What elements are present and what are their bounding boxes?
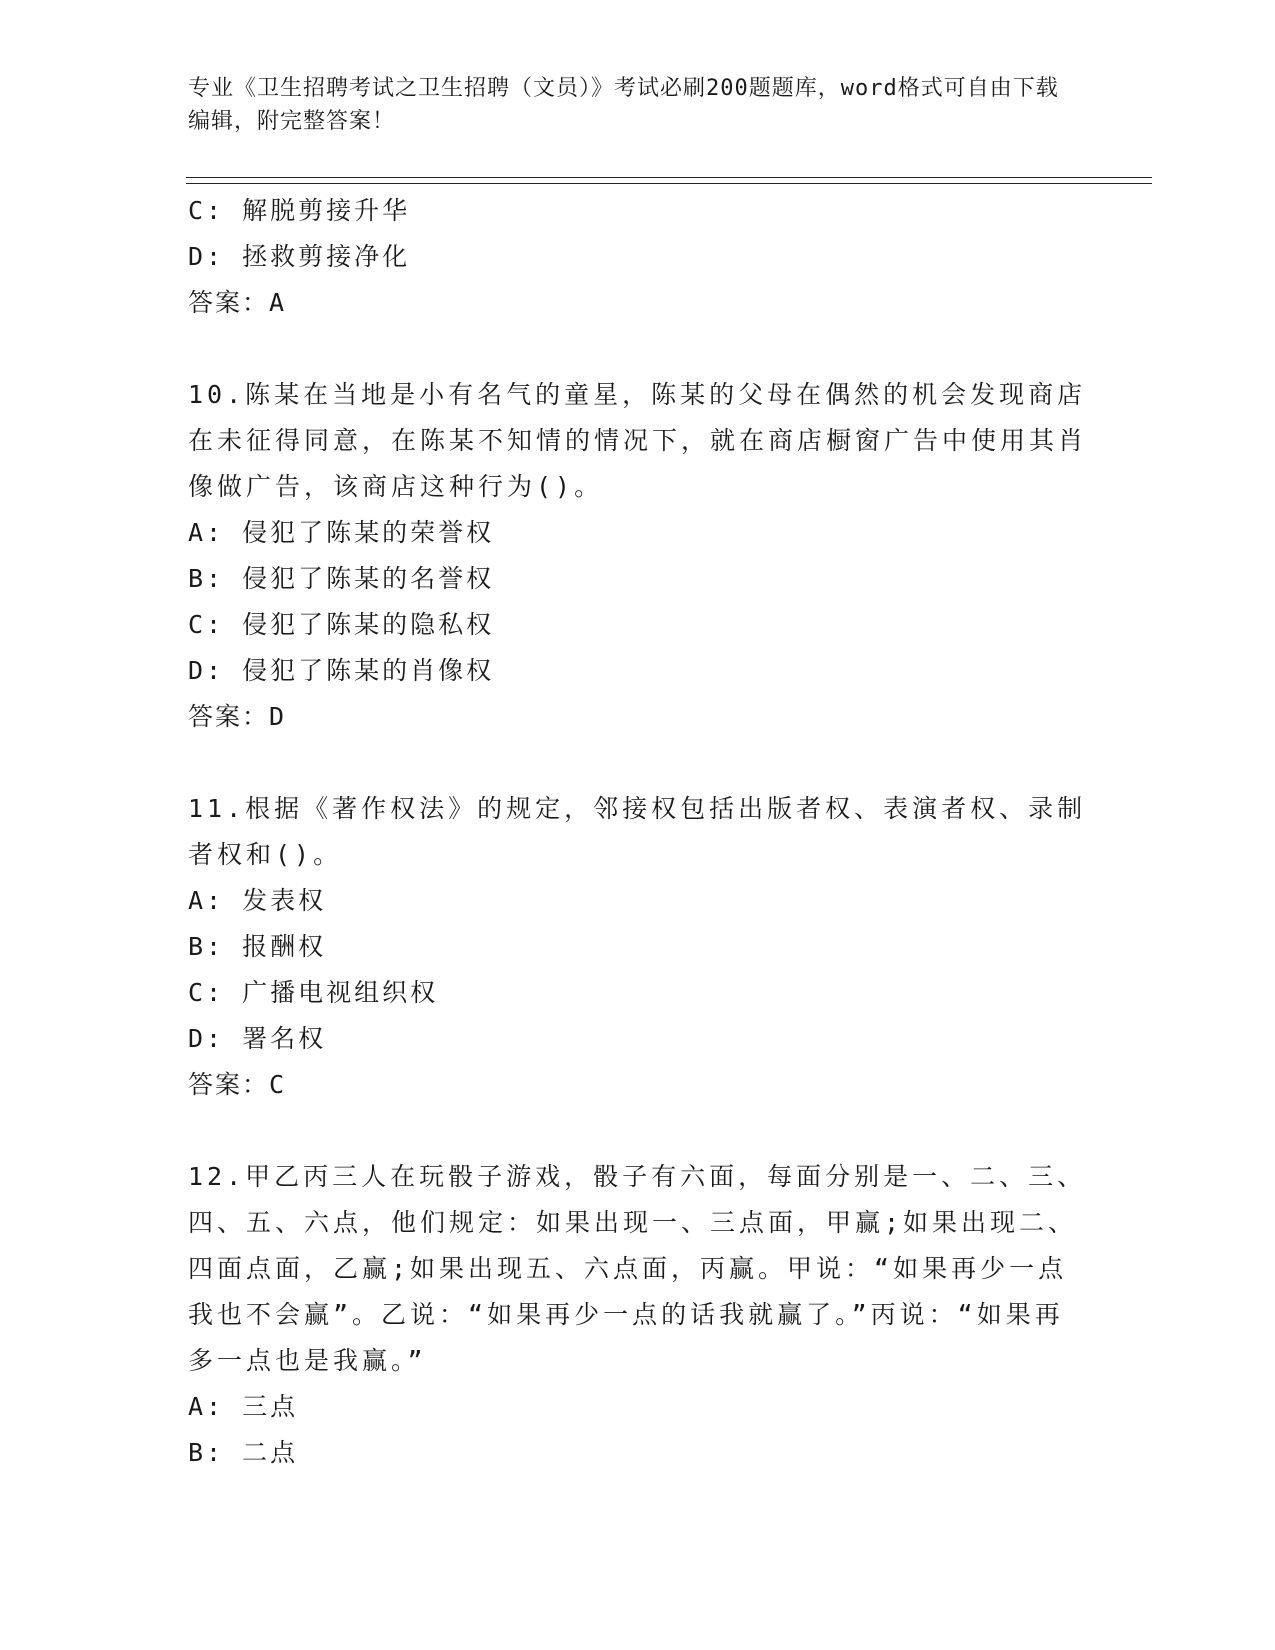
question-stem: 11.根据《著作权法》的规定，邻接权包括出版者权、表演者权、录制者权和()。 <box>188 794 1087 869</box>
answer-line: 答案：D <box>188 702 285 731</box>
question-stem: 12.甲乙丙三人在玩骰子游戏，骰子有六面，每面分别是一、二、三、四、五、六点，他们规定：如果出现一、三点面，甲赢;如果出现二、四面点面，乙赢;如果出现五、六点面，丙赢。甲说：“如果再少一点我也不会赢”。乙说：“如果再少一点的话我就赢了。”丙说：“如果再多一点也是我赢。” <box>188 1162 1087 1375</box>
answer-line: 答案：C <box>188 1070 285 1099</box>
option-d: D: 署名权 <box>188 1024 327 1053</box>
option-d: D: 拯救剪接净化 <box>188 242 411 271</box>
option-a: A: 发表权 <box>188 886 327 915</box>
question-12 <box>188 1154 1088 1476</box>
question-10 <box>188 372 1088 740</box>
question-11 <box>188 786 1088 1108</box>
option-b: B: 侵犯了陈某的名誉权 <box>188 564 495 593</box>
option-c: C: 解脱剪接升华 <box>188 196 411 225</box>
option-b: B: 报酬权 <box>188 932 327 961</box>
option-d: D: 侵犯了陈某的肖像权 <box>188 656 495 685</box>
header-rule-top <box>186 177 1152 178</box>
header-rule-bottom <box>186 183 1152 184</box>
spacer <box>188 1108 1088 1154</box>
spacer <box>188 740 1088 786</box>
option-c: C: 侵犯了陈某的隐私权 <box>188 610 495 639</box>
answer-line: 答案：A <box>188 288 285 317</box>
question-stem: 10.陈某在当地是小有名气的童星，陈某的父母在偶然的机会发现商店在未征得同意，在陈某不知情的情况下，就在商店橱窗广告中使用其肖像做广告，该商店这种行为()。 <box>188 380 1088 501</box>
option-c: C: 广播电视组织权 <box>188 978 439 1007</box>
option-b: B: 二点 <box>188 1438 299 1467</box>
question-partial <box>188 188 1088 326</box>
spacer <box>188 326 1088 372</box>
option-a: A: 三点 <box>188 1392 299 1421</box>
document-content <box>188 188 1088 1476</box>
document-header: 专业《卫生招聘考试之卫生招聘（文员）》考试必刷200题题库，word格式可自由下载编辑，附完整答案！ <box>188 76 1059 134</box>
option-a: A: 侵犯了陈某的荣誉权 <box>188 518 495 547</box>
